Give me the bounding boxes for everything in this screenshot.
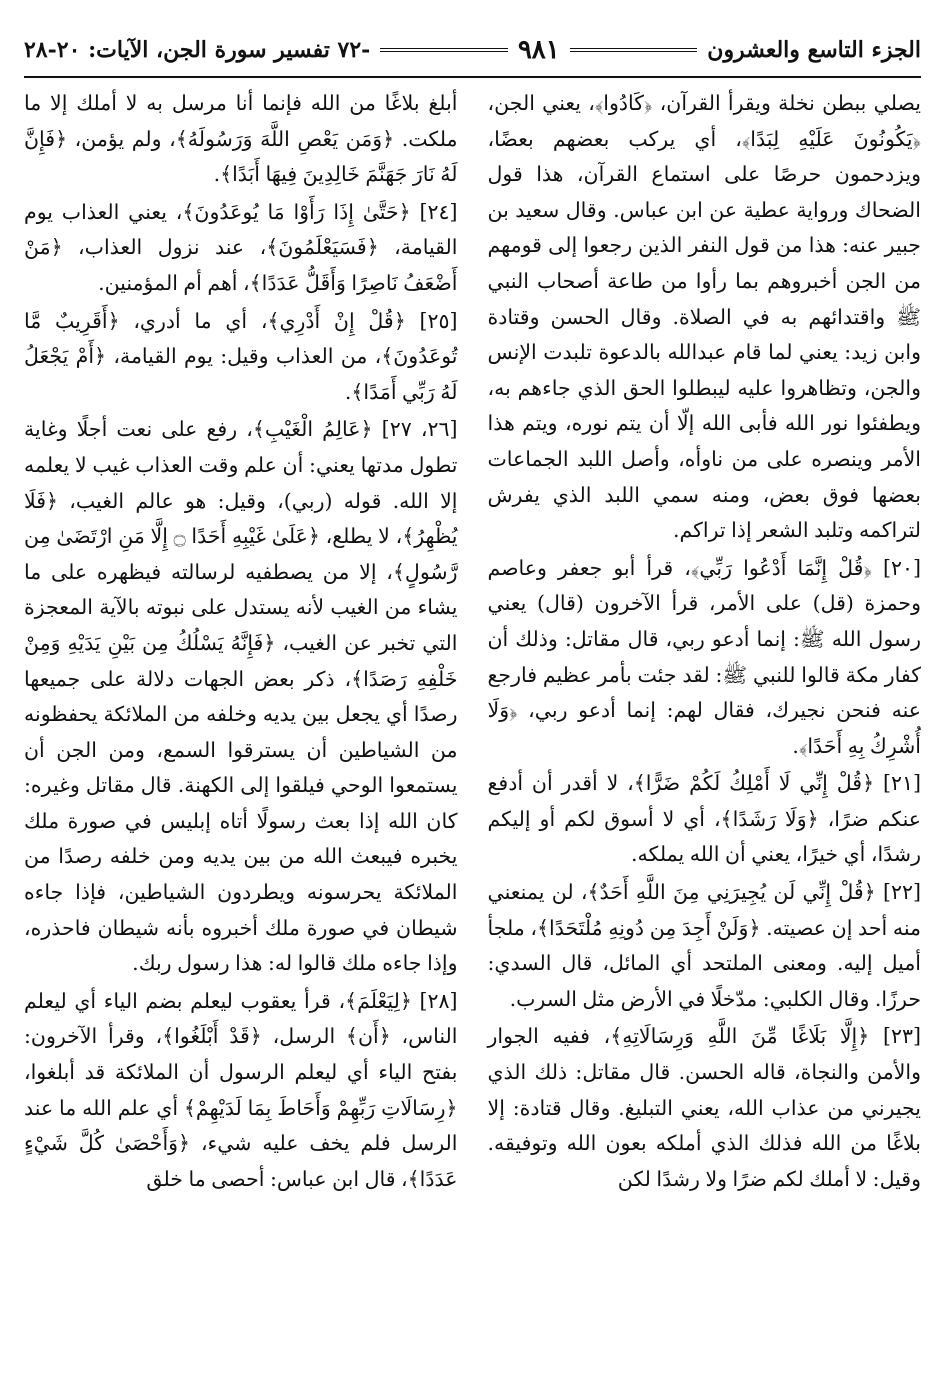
header-divider	[24, 76, 921, 78]
paragraph: يصلي ببطن نخلة ويقرأ القرآن، ﴿كَادُوا﴾، يعني الجن، ﴿يَكُونُونَ عَلَيْهِ لِبَدًا﴾، أي يركب بعضهم بعضًا، ويزدحمون حرصًا على استماع القرآن، هذا قول الضحاك ورواية عطية عن ابن عباس. وقال سعيد بن جبير عنه: هذا من قول النفر الذين رجعوا إلى قومهم من الجن أخبروهم بما رأوا من طاعة أصحاب النبي ﷺ واقتدائهم به في الصلاة. وقال الحسن وقتادة وابن زيد: يعني لما قام عبدالله بالدعوة تلبدت الإنس والجن، وتظاهروا عليه ليبطلوا الحق الذي جاءهم به، ويطفئوا نور الله فأبى الله إلّا أن يتم نوره، ويتم هذا الأمر وينصره على من ناوأه، وأصل اللبد الجماعات بعضها فوق بعض، ومنه سمي اللبد الذي يفرش لتراكمه وتلبد الشعر إذا تراكم.	[487, 91, 921, 543]
paragraph-verse-20: [٢٠] ﴿قُلْ إِنَّمَا أَدْعُوا رَبِّي﴾، قرأ أبو جعفر وعاصم وحمزة (قل) على الأمر، قرأ الآخرون (قال) يعني رسول الله ﷺ: إنما أدعو ربي، قال مقاتل: وذلك أن كفار مكة قالوا للنبي ﷺ: لقد جئت بأمر عظيم فارجع عنه فنحن نجيرك، فقال لهم: إنما أدعو ربي، ﴿وَلَا أُشْرِكُ بِهِ أَحَدًا﴾.	[487, 555, 921, 758]
text-columns	[24, 86, 921, 1197]
paragraph-verse-25: [٢٥] ﴿قُلْ إِنْ أَدْرِي﴾، أي ما أدري، ﴿أَقَرِيبٌ مَّا تُوعَدُونَ﴾، من العذاب وقيل: يوم القيامة، ﴿أَمْ يَجْعَلُ لَهُ رَبِّي أَمَدًا﴾.	[24, 308, 458, 404]
surah-title: -٧٢ تفسير سورة الجن، الآيات: ٢٠-٢٨	[23, 37, 371, 63]
header-rule-left	[380, 48, 508, 52]
running-header	[24, 30, 921, 70]
paragraph-verse-26-27: [٢٦، ٢٧] ﴿عَالِمُ الْغَيْبِ﴾، رفع على نعت أجلًا وغاية تطول مدتها يعني: أن علم وقت العذاب غيب لا يعلمه إلا الله. قوله (ربي)، وقيل: هو عالم الغيب، ﴿فَلَا يُظْهِرُ﴾، لا يطلع، ﴿عَلَىٰ غَيْبِهِ أَحَدًا ۝ إِلَّا مَنِ ارْتَضَىٰ مِن رَّسُولٍ﴾، إلا من يصطفيه لرسالته فيظهره على ما يشاء من الغيب لأنه يستدل على نبوته بالآية المعجزة التي تخبر عن الغيب، ﴿فَإِنَّهُ يَسْلُكُ مِن بَيْنِ يَدَيْهِ وَمِنْ خَلْفِهِ رَصَدًا﴾، ذكر بعض الجهات دلالة على جميعها رصدًا أي يجعل بين يديه وخلفه من الملائكة يحفظونه من الشياطين أن يسترقوا السمع، ومن الجن أن يستمعوا الوحي فيلقوا إلى الكهنة. قال مقاتل وغيره: كان الله إذا بعث رسولًا أتاه إبليس في صورة ملك يخبره فيبعث الله من بين يديه ومن خلفه رصدًا من الملائكة يحرسونه ويطردون الشياطين، فإذا جاءه شيطان في صورة ملك أخبروه بأنه شيطان فاحذره، وإذا جاءه ملك قالوا له: هذا رسول ربك.	[24, 417, 458, 976]
page-number: ٩٨١	[517, 35, 560, 65]
paragraph-verse-22: [٢٢] ﴿قُلْ إِنِّي لَن يُجِيرَنِي مِنَ اللَّهِ أَحَدٌ﴾، لن يمنعني منه أحد إن عصيته. ﴿وَلَنْ أَجِدَ مِن دُونِهِ مُلْتَحَدًا﴾، ملجأ أميل إليه. ومعنى الملتحد أي المائل، قال السدي: حرزًا. وقال الكلبي: مدّخلًا في الأرض مثل السرب.	[487, 880, 921, 1011]
right-column	[488, 86, 922, 1197]
paragraph-verse-21: [٢١] ﴿قُلْ إِنِّي لَا أَمْلِكُ لَكُمْ ضَرًّا﴾، لا أقدر أن أدفع عنكم ضرًا، ﴿وَلَا رَشَدًا﴾، أي لا أسوق لكم أو إليكم رشدًا، أي خيرًا، يعني أن الله يملكه.	[487, 771, 921, 867]
paragraph-verse-28: [٢٨] ﴿لِيَعْلَمَ﴾، قرأ يعقوب ليعلم بضم الياء أي ليعلم الناس، ﴿أَن﴾ الرسل، ﴿قَدْ أَبْلَغُوا﴾، وقرأ الآخرون: بفتح الياء أي ليعلم الرسول أن الملائكة قد أبلغوا، ﴿رِسَالَاتِ رَبِّهِمْ وَأَحَاطَ بِمَا لَدَيْهِمْ﴾ أي علم الله ما عند الرسل فلم يخف عليه شيء، ﴿وَأَحْصَىٰ كُلَّ شَيْءٍ عَدَدًا﴾، قال ابن عباس: أحصى ما خلق	[24, 988, 458, 1191]
paragraph-verse-24: [٢٤] ﴿حَتَّىٰ إِذَا رَأَوْا مَا يُوعَدُونَ﴾، يعني العذاب يوم القيامة، ﴿فَسَيَعْلَمُونَ﴾، عند نزول العذاب، ﴿مَنْ أَضْعَفُ نَاصِرًا وَأَقَلُّ عَدَدًا﴾، أهم أم المؤمنين.	[24, 199, 458, 295]
paragraph: أبلغ بلاغًا من الله فإنما أنا مرسل به لا أملك إلا ما ملكت. ﴿وَمَن يَعْصِ اللَّهَ وَرَسُولَهُ﴾، ولم يؤمن، ﴿فَإِنَّ لَهُ نَارَ جَهَنَّمَ خَالِدِينَ فِيهَا أَبَدًا﴾.	[24, 91, 458, 187]
left-column	[24, 86, 458, 1197]
paragraph-verse-23: [٢٣] ﴿إِلَّا بَلَاغًا مِّنَ اللَّهِ وَرِسَالَاتِهِ﴾، ففيه الجوار والأمن والنجاة، قاله الحسن. قال مقاتل: ذلك الذي يجيرني من عذاب الله، يعني التبليغ. وقال قتادة: إلا بلاغًا من الله فذلك الذي أملكه بعون الله وتوفيقه. وقيل: لا أملك لكم ضرًا ولا رشدًا لكن	[487, 1024, 921, 1191]
header-rule-right	[570, 48, 698, 52]
part-title: الجزء التاسع والعشرون	[707, 37, 921, 63]
